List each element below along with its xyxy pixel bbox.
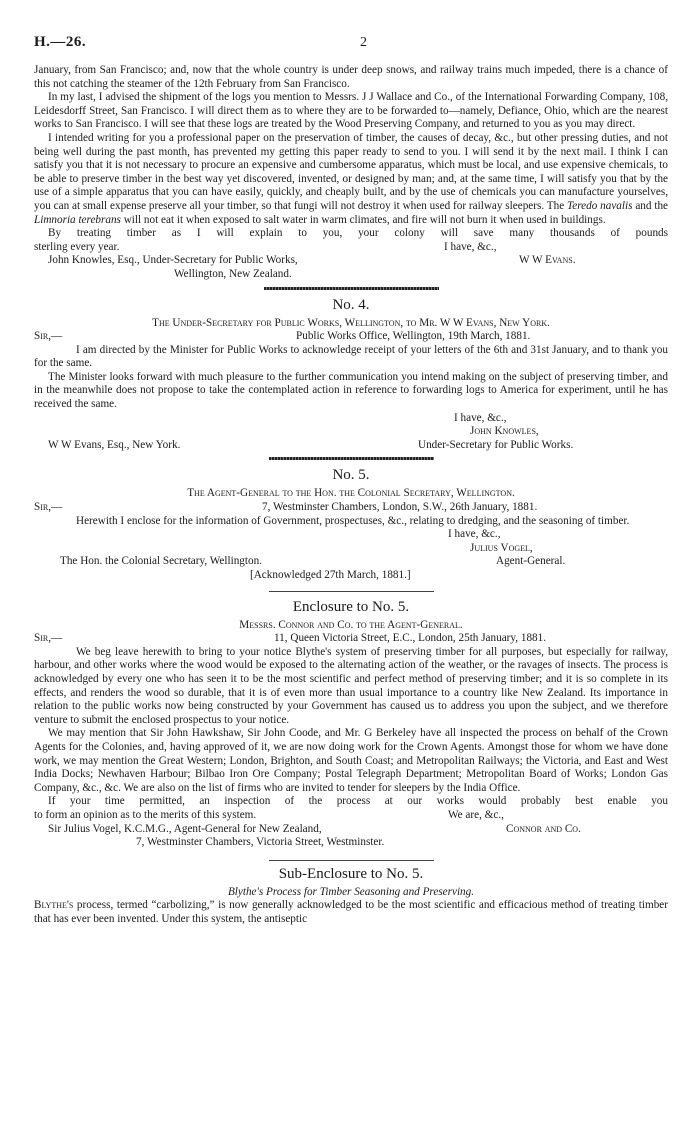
no4-close-row <box>34 412 668 426</box>
enc5-place-row <box>34 836 668 850</box>
enc5-close-row <box>34 809 668 823</box>
no5-header-line: The Agent-General to the Hon. the Colonial Secretary, Wellington. <box>187 487 515 500</box>
enc5-salutation-row <box>34 632 668 646</box>
sub5-paragraph-1 <box>34 899 668 926</box>
intro-paragraph-2: In my last, I advised the shipment of the logs you mention to Messrs. J J Wallace and Co., of the International Forwarding Company, 108, Leidesdorff Street, San Francisco. I will direct them as to where they are to be forwarded to—namely, Defiance, Ohio, which are the nearest works to San Francisco. I will see that these logs are treated by the Wood Preserving Company, and returned to you as you may direct. <box>34 91 668 131</box>
section-divider <box>269 591 434 592</box>
no5-address-row <box>34 555 668 569</box>
intro-p4-end: sterling every year. <box>34 240 120 253</box>
no4-close: I have, &c., <box>454 411 507 424</box>
sub5-p1-text: process, termed “carbolizing,” is now generally acknowledged to be the most scientific and efficacious method of treating timber that has ever been invented. Under this system, the antiseptic <box>34 899 668 925</box>
sub5-title: Sub-Enclosure to No. 5. <box>278 865 424 882</box>
running-head <box>34 36 668 56</box>
no4-paragraph-1: I am directed by the Minister for Public Works to acknowledge receipt of your letters of the 6th and 31st January, and to thank you for the same. <box>34 343 668 370</box>
enc5-signer: Connor and Co. <box>506 822 581 835</box>
enc5-p3-end: to form an opinion as to the merits of this system. <box>34 808 257 821</box>
intro-paragraph-4: By treating timber as I will explain to you, your colony will save many thousands of pounds <box>48 227 668 240</box>
enc5-header-line: Messrs. Connor and Co. to the Agent-General. <box>239 618 463 631</box>
intro-paragraph-3 <box>34 132 668 227</box>
no5-acknowledged: [Acknowledged 27th March, 1881.] <box>250 569 411 581</box>
section-divider <box>269 860 434 861</box>
no4-signer: John Knowles, <box>470 425 539 438</box>
no5-ack-row <box>34 569 668 583</box>
no4-header-line: The Under-Secretary for Public Works, Wellington, to Mr. W W Evans, New York. <box>152 316 550 329</box>
intro-addressee: John Knowles, Esq., Under-Secretary for Public Works, <box>48 254 298 267</box>
species-limnoria: Limnoria terebrans <box>34 213 121 226</box>
enc5-address-row <box>34 823 668 837</box>
no4-place-date: Public Works Office, Wellington, 19th March, 1881. <box>296 330 531 343</box>
enc5-addressee-place: 7, Westminster Chambers, Victoria Street, Westminster. <box>136 836 385 849</box>
intro-addressee-place: Wellington, New Zealand. <box>174 267 292 280</box>
no5-signer-title: Agent-General. <box>496 555 566 568</box>
section-divider <box>269 457 434 460</box>
intro-close: I have, &c., <box>444 240 497 253</box>
no4-addressee: W W Evans, Esq., New York. <box>48 438 181 451</box>
enc5-addressee: Sir Julius Vogel, K.C.M.G., Agent-General for New Zealand, <box>48 822 322 835</box>
intro-p3-end: will not eat it when exposed to salt water in warm climates, and fire will not burn it when used in buildings. <box>123 213 606 226</box>
no5-close-row <box>34 528 668 542</box>
section-divider <box>264 287 439 290</box>
no5-sir: Sir,— <box>34 501 63 514</box>
sub5-lead: Blythe's <box>34 899 74 912</box>
intro-place-row <box>34 268 668 282</box>
page-number: 2 <box>360 35 367 50</box>
enc5-paragraph-2: We may mention that Sir John Hawkshaw, Sir John Coode, and Mr. G Berkeley have all inspected the process on behalf of the Crown Agents for the Colonies, and, having approved of it, we are now doing work for the Crown Agents. Amongst those for whom we have done work, we may mention the Great Western; London, Brighton, and South Coast; and Metropolitan Railways; the Victoria, and East and West India Docks; Newhaven Harbour; Bilbao Iron Ore Company; Postal Telegraph Department; Metropolitan Board of Works; London Gas Company, &c., &c. We are also on the list of firms who are invited to tender for sleepers by the India Office. <box>34 727 668 794</box>
no4-title: No. 4. <box>332 296 370 313</box>
enc5-paragraph-1: We beg leave herewith to bring to your notice Blythe's system of preserving timber for all purposes, but especially for railway, harbour, and other works where the wood would be exposed to the alternating action of the weather, or the ravages of insects. The process is acknowledged by every one who has seen it to be the most scientific and perfect method of preserving timber; and it is so complete in its effects, and renders the wood so durable, that it is of even more than usual importance to a country like New Zealand. Its importance in relation to the public works now being constructed by your Government has caused us to address you upon the subject, and we therefore venture to submit the enclosed prospectus to your notice. <box>34 645 668 726</box>
intro-close-row <box>34 241 668 255</box>
no4-sir: Sir,— <box>34 330 63 343</box>
no5-title: No. 5. <box>332 467 370 484</box>
intro-address-row <box>34 254 668 268</box>
no5-salutation-row <box>34 501 668 515</box>
no5-signer: Julius Vogel, <box>470 541 533 554</box>
page-body <box>34 64 668 926</box>
intro-p3-text: I intended writing for you a professional paper on the preservation of timber, the causes of decay, &c., but other pressing duties, and not being well during the past month, has prevented my getting this paper ready to send to you. I will send it by the next mail. I think I can satisfy you that it is not necessary to procure an expensive and cumbersome apparatus, which must be local, and use expensive chemicals, to be able to preserve timber in the best way yet discovered, invented, or designed by man; and, at the same time, I will satisfy you that by the use of a simple apparatus that you can have easily, quickly, and cheaply built, and by the use of chemicals you can manufacture yourselves, you can at small expense preserve all your timber, so that fungi will not destroy it when used for railway sleepers. The <box>34 131 668 212</box>
enc5-place-date: 11, Queen Victoria Street, E.C., London, 25th January, 1881. <box>274 632 547 645</box>
sub5-subtitle: Blythe's Process for Timber Seasoning and Preserving. <box>227 885 475 898</box>
no5-addressee: The Hon. the Colonial Secretary, Wellington. <box>60 555 262 568</box>
no4-paragraph-2: The Minister looks forward with much pleasure to the further communication you intend making on the subject of preserving timber, and in the meanwhile does not propose to take the contemplated action in reference to forwarding logs to America for experiment, until he has received the same. <box>34 370 668 411</box>
enc5-paragraph-3: If your time permitted, an inspection of the process at our works would probably best enable you <box>48 795 668 808</box>
enc5-close: We are, &c., <box>448 808 504 821</box>
species-teredo: Teredo navalis <box>567 199 633 212</box>
enc5-title: Enclosure to No. 5. <box>292 598 410 615</box>
no5-paragraph-1: Herewith I enclose for the information of Government, prospectuses, &c., relating to dredging, and the seasoning of timber. <box>76 514 630 527</box>
no5-place-date: 7, Westminster Chambers, London, S.W., 26th January, 1881. <box>262 501 538 514</box>
no5-signer-row <box>34 542 668 556</box>
no5-close: I have, &c., <box>448 528 501 541</box>
document-code: H.—26. <box>34 34 87 50</box>
enc5-sir: Sir,— <box>34 632 63 645</box>
no4-signer-row <box>34 425 668 439</box>
intro-p3-and: and the <box>635 199 668 212</box>
no4-signer-title: Under-Secretary for Public Works. <box>418 438 574 451</box>
intro-paragraph-1: January, from San Francisco; and, now that the whole country is under deep snows, and railway trains much impeded, there is a chance of this not catching the steamer of the 12th February from San Francisco. <box>34 64 668 90</box>
intro-signer: W W Evans. <box>519 254 576 267</box>
no4-address-row <box>34 439 668 453</box>
no4-salutation-row <box>34 330 668 344</box>
